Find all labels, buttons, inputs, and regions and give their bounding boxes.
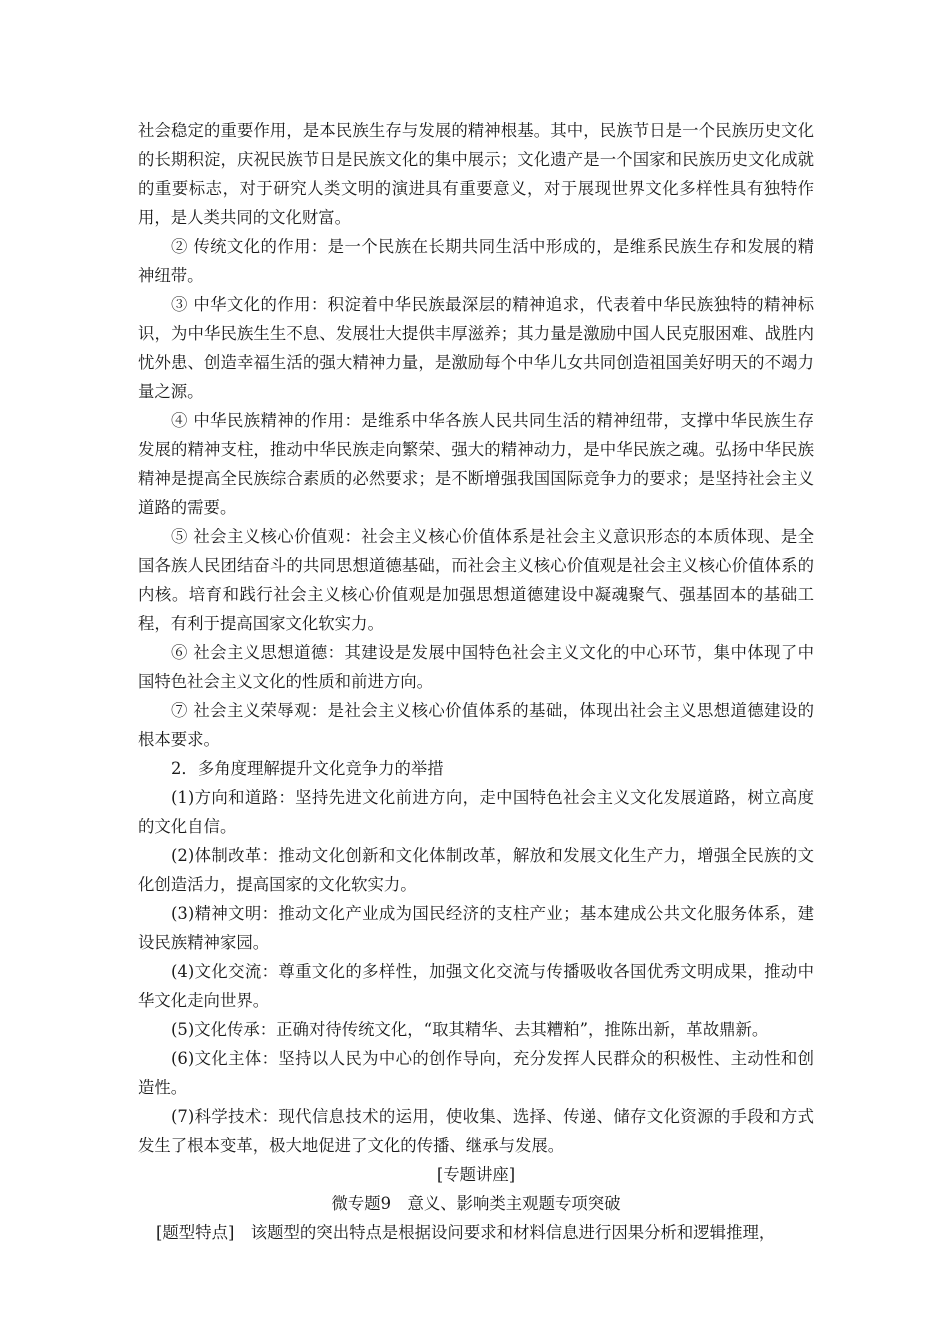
paragraph-core-values: ⑤ 社会主义核心价值观：社会主义核心价值体系是社会主义意识形态的本质体现、是全国各族人民团结奋斗的共同思想道德基础，而社会主义核心价值观是社会主义核心价值体系的内核。培育和践行社会主义核心价值观是加强思想道德建设中凝魂聚气、强基固本的基础工程，有利于提高国家文化软实力。	[138, 527, 814, 633]
list-item: (6)文化主体：坚持以人民为中心的创作导向，充分发挥人民群众的积极性、主动性和创造性。	[138, 1049, 814, 1097]
list-item: (7)科学技术：现代信息技术的运用，使收集、选择、传递、储存文化资源的手段和方式发生了根本变革，极大地促进了文化的传播、继承与发展。	[138, 1107, 814, 1155]
paragraph-national-spirit: ④ 中华民族精神的作用：是维系中华各族人民共同生活的精神纽带，支撑中华民族生存发展的精神支柱，推动中华民族走向繁荣、强大的精神动力，是中华民族之魂。弘扬中华民族精神是提高全民族综合素质的必然要求；是不断增强我国国际竞争力的要求；是坚持社会主义道路的需要。	[138, 411, 814, 517]
feature-paragraph: [题型特点] 该题型的突出特点是根据设问要求和材料信息进行因果分析和逻辑推理，	[156, 1223, 776, 1242]
paragraph-chinese-culture: ③ 中华文化的作用：积淀着中华民族最深层的精神追求，代表着中华民族独特的精神标识，为中华民族生生不息、发展壮大提供丰厚滋养；其力量是激励中国人民克服困难、战胜内忧外患、创造幸福生活的强大精神力量，是激励每个中华儿女共同创造祖国美好明天的不竭力量之源。	[138, 295, 814, 401]
list-item: (5)文化传承：正确对待传统文化，“取其精华、去其糟粕”，推陈出新，革故鼎新。	[171, 1020, 769, 1039]
lecture-title: 微专题9 意义、影响类主观题专项突破	[331, 1194, 621, 1213]
section-heading: 2．多角度理解提升文化竞争力的举措	[171, 759, 444, 778]
lecture-label: [专题讲座]	[436, 1165, 516, 1184]
paragraph-ideology-morality: ⑥ 社会主义思想道德：其建设是发展中国特色社会主义文化的中心环节，集中体现了中国特色社会主义文化的性质和前进方向。	[138, 643, 814, 691]
paragraph-traditional-culture: ② 传统文化的作用：是一个民族在长期共同生活中形成的，是维系民族生存和发展的精神纽带。	[138, 237, 814, 285]
list-item: (4)文化交流：尊重文化的多样性，加强文化交流与传播吸收各国优秀文明成果，推动中华文化走向世界。	[138, 962, 814, 1010]
paragraph-intro: 社会稳定的重要作用，是本民族生存与发展的精神根基。其中，民族节日是一个民族历史文化的长期积淀，庆祝民族节日是民族文化的集中展示；文化遗产是一个国家和民族历史文化成就的重要标志，对于研究人类文明的演进具有重要意义，对于展现世界文化多样性具有独特作用，是人类共同的文化财富。	[138, 121, 814, 227]
paragraph-honor-disgrace: ⑦ 社会主义荣辱观：是社会主义核心价值体系的基础，体现出社会主义思想道德建设的根本要求。	[138, 701, 814, 749]
document-page	[138, 116, 814, 1247]
list-item: (2)体制改革：推动文化创新和文化体制改革，解放和发展文化生产力，增强全民族的文化创造活力，提高国家的文化软实力。	[138, 846, 814, 894]
list-item: (1)方向和道路：坚持先进文化前进方向，走中国特色社会主义文化发展道路，树立高度的文化自信。	[138, 788, 814, 836]
list-item: (3)精神文明：推动文化产业成为国民经济的支柱产业；基本建成公共文化服务体系，建设民族精神家园。	[138, 904, 814, 952]
